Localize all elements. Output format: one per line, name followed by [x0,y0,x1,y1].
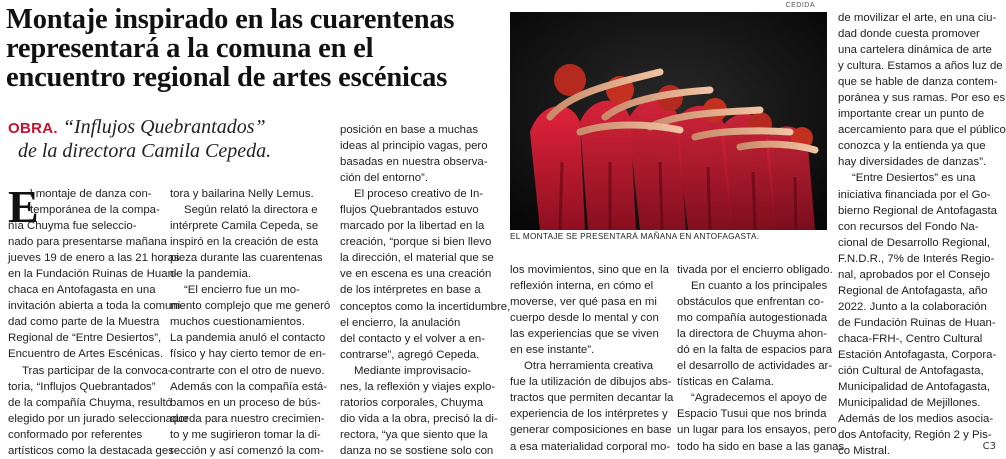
headline-line: encuentro regional de artes escénicas [6,62,448,93]
photo-credit: CEDIDA [785,2,815,9]
text-line: mo compañía autogestionada [677,312,828,325]
photo-caption: EL MONTAJE SE PRESENTARÁ MAÑANA EN ANTOFAGASTA. [510,232,760,241]
text-line: dio vida a la obra, precisó la di- [340,412,498,425]
text-line: de los intérpretes en base a [340,284,481,297]
text-line: “El encierro fue un mo- [184,284,300,297]
text-line: cional de Desarrollo Regional, [838,236,990,249]
text-line: l montaje de danza con- [30,188,152,200]
text-line: invitación abierta a toda la comuni- [8,300,185,313]
text-line: importante crear un punto de [838,108,985,121]
text-line: posición en base a muchas [340,124,479,136]
text-line: chaca en Antofagasta en una [8,284,156,297]
text-line: flujos Quebrantados estuvo [340,204,479,217]
text-line: intérprete Camila Cepeda, se [170,220,319,233]
text-line: Espacio Tusui que nos brinda [677,408,827,421]
text-line: chaca-FRH-, Centro Cultural [838,332,983,345]
text-line: Regional de “Entre Desiertos”, [8,332,162,345]
text-line: Otra herramienta creativa [524,360,654,373]
text-line: Tras participar de la convoca- [22,364,172,377]
headline [6,5,506,92]
text-line: mento complejo que me generó [170,300,331,313]
lead-line: de la directora Camila Cepeda. [18,140,272,162]
end-mark: C3 [982,441,996,452]
text-line: la dirección, el material que se [340,252,494,265]
text-line: a esa materialidad corporal mo- [510,440,671,453]
text-line: dó en la falta de espacios para [677,344,833,357]
text-line: conceptos como la incertidumbre, [340,300,511,313]
text-line: pieza durante las cuarentenas [170,252,323,265]
text-line: danza no se sostiene solo con [340,444,494,457]
text-line: marcado por la libertad en la [340,220,485,233]
text-line: Municipalidad de Antofagasta, [838,381,990,394]
text-line: rectora, “ya que siento que la [340,428,488,441]
headline-line: representará a la comuna en el [6,33,374,64]
text-line: inspiró en la creación de esta [170,236,319,249]
text-line: Además de los medios asocia- [838,413,994,426]
text-line: en la Fundación Ruinas de Huan- [8,268,178,281]
text-line: experiencia de los intérpretes y [510,408,668,421]
text-line: acercamiento para que el público [838,124,1006,137]
body-column-5 [677,262,845,455]
text-line: poránea y sus ramas. Por eso es [838,92,1006,105]
text-line: elegido por un jurado seleccionador [8,412,189,425]
text-line: cuerpo desde lo mental y con [510,312,659,325]
text-line: tora y bailarina Nelly Lemus. [170,188,314,200]
text-line: tivada por el encierro obligado. [677,264,833,276]
text-line: “Entre Desiertos” es una [852,172,976,185]
text-line: bierno Regional de Antofagasta [838,204,997,217]
text-line: dad donde cuesta promover [838,28,980,41]
text-line: una cartelera dinámica de arte [838,44,992,57]
text-line: Estación Antofagasta, Corpora- [838,348,997,361]
lead-line: “Influjos Quebrantados” [62,116,266,138]
dropcap: E [8,181,39,232]
text-line: de la compañía Chuyma, resultó [8,396,172,409]
text-line: un lugar para los ensayos, pero [677,424,837,437]
text-line: “Agradecemos el apoyo de [691,392,828,405]
text-line: el encierro, la anulación [340,316,461,329]
headline-line: Montaje inspirado en las cuarentenas [6,4,455,35]
text-line: queda para nuestro crecimien- [170,412,325,425]
text-line: temporánea de la compa- [30,204,160,217]
text-line: contrarse”, agregó Cepeda. [340,348,480,361]
text-line: ideas al principio vagas, pero [340,140,488,153]
text-line: con recursos del Fondo Na- [838,220,979,233]
text-line: conozca y la entienda ya que [838,140,986,153]
text-line: de movilizar el arte, en una ciu- [838,12,997,24]
lead-subtitle [8,116,338,162]
lead-kicker: OBRA. [8,120,58,137]
text-line: conformado por referentes [8,428,143,441]
text-line: generar composiciones en base [510,424,672,437]
text-line: tractos que permiten decantar la [510,392,674,405]
text-line: La pandemia anuló el contacto [170,332,326,345]
text-line: de Fundación Ruinas de Huan- [838,316,996,329]
text-line: Además con la compañía está- [170,380,328,393]
text-line: nal, aprobados por el Consejo [838,268,990,281]
body-column-3 [340,122,511,459]
text-line: Mediante improvisacio- [354,364,472,377]
text-line: toria, “Influjos Quebrantados” [8,380,156,393]
text-line: ve en escena es una creación [340,268,492,281]
text-line: hay diversidades de danzas”. [838,156,987,169]
text-line: físico y hay cierto temor de en- [170,348,326,361]
text-line: Según relató la directora e [184,204,318,217]
text-line: dad como parte de la Muestra [8,316,160,329]
text-line: las experiencias que se viven [510,328,659,341]
text-line: 2022. Junto a la colaboración [838,300,987,313]
text-line: el desarrollo de actividades ar- [677,360,833,373]
text-line: iniciativa financiada por el Go- [838,188,991,201]
body-column-6 [838,10,1006,459]
text-line: dos Antofacity, Región 2 y Pis- [838,429,992,442]
text-line: moverse, ver qué pasa en mi [510,296,657,309]
text-line: Regional de Antofagasta, año [838,284,988,297]
text-line: ratorios corporales, Chuyma [340,396,484,409]
text-line: tísticas en Calama. [677,376,774,389]
text-line: contrarte con el otro de nuevo. [170,364,325,377]
body-column-4 [510,262,674,455]
dancers-illustration [510,12,827,230]
article-photo [510,12,827,230]
text-line: obstáculos que enfrentan co- [677,296,824,309]
text-line: los movimientos, sino que en la [510,264,669,276]
text-line: artísticos como la destacada ges- [8,444,178,457]
text-line: en ese instante”. [510,344,595,357]
text-line: El proceso creativo de In- [354,188,484,201]
text-line: ñía Chuyma fue seleccio- [8,220,137,233]
text-line: Municipalidad de Mejillones. [838,397,981,410]
text-line: co Mistral. [838,445,890,458]
text-line: ción Cultural de Antofagasta, [838,365,984,378]
text-line: y cultura. Estamos a años luz de [838,60,1003,73]
text-line: Encuentro de Artes Escénicas. [8,348,164,361]
text-line: En cuanto a los principales [691,280,828,293]
text-line: muchos cuestionamientos. [170,316,305,329]
body-column-1 [8,181,189,459]
text-line: del contacto y el volver a en- [340,332,485,345]
text-line: bamos en un proceso de bús- [170,396,321,409]
text-line: jueves 19 de enero a las 21 horas [8,252,180,265]
text-line: nes, la reflexión y viajes explo- [340,380,496,393]
text-line: de la pandemia. [170,268,252,281]
text-line: la directora de Chuyma ahon- [677,328,828,341]
text-line: fue la utilización de dibujos abs- [510,376,672,389]
text-line: nado para presentarse mañana [8,236,167,249]
text-line: basadas en nuestra observa- [340,156,488,169]
text-line: F.N.D.R., 7% de Interés Regio- [838,252,995,265]
text-line: que se hable de danza contem- [838,76,998,89]
body-column-2 [170,186,330,459]
text-line: rección y así comenzó la com- [170,444,324,457]
text-line: reflexión interna, en cómo el [510,280,654,293]
text-line: to y me sugirieron tomar la di- [170,428,321,441]
text-line: creación, “porque si bien llevo [340,236,492,249]
text-line: todo ha sido en base a las ganas [677,440,845,453]
text-line: ción del entorno”. [340,172,429,185]
